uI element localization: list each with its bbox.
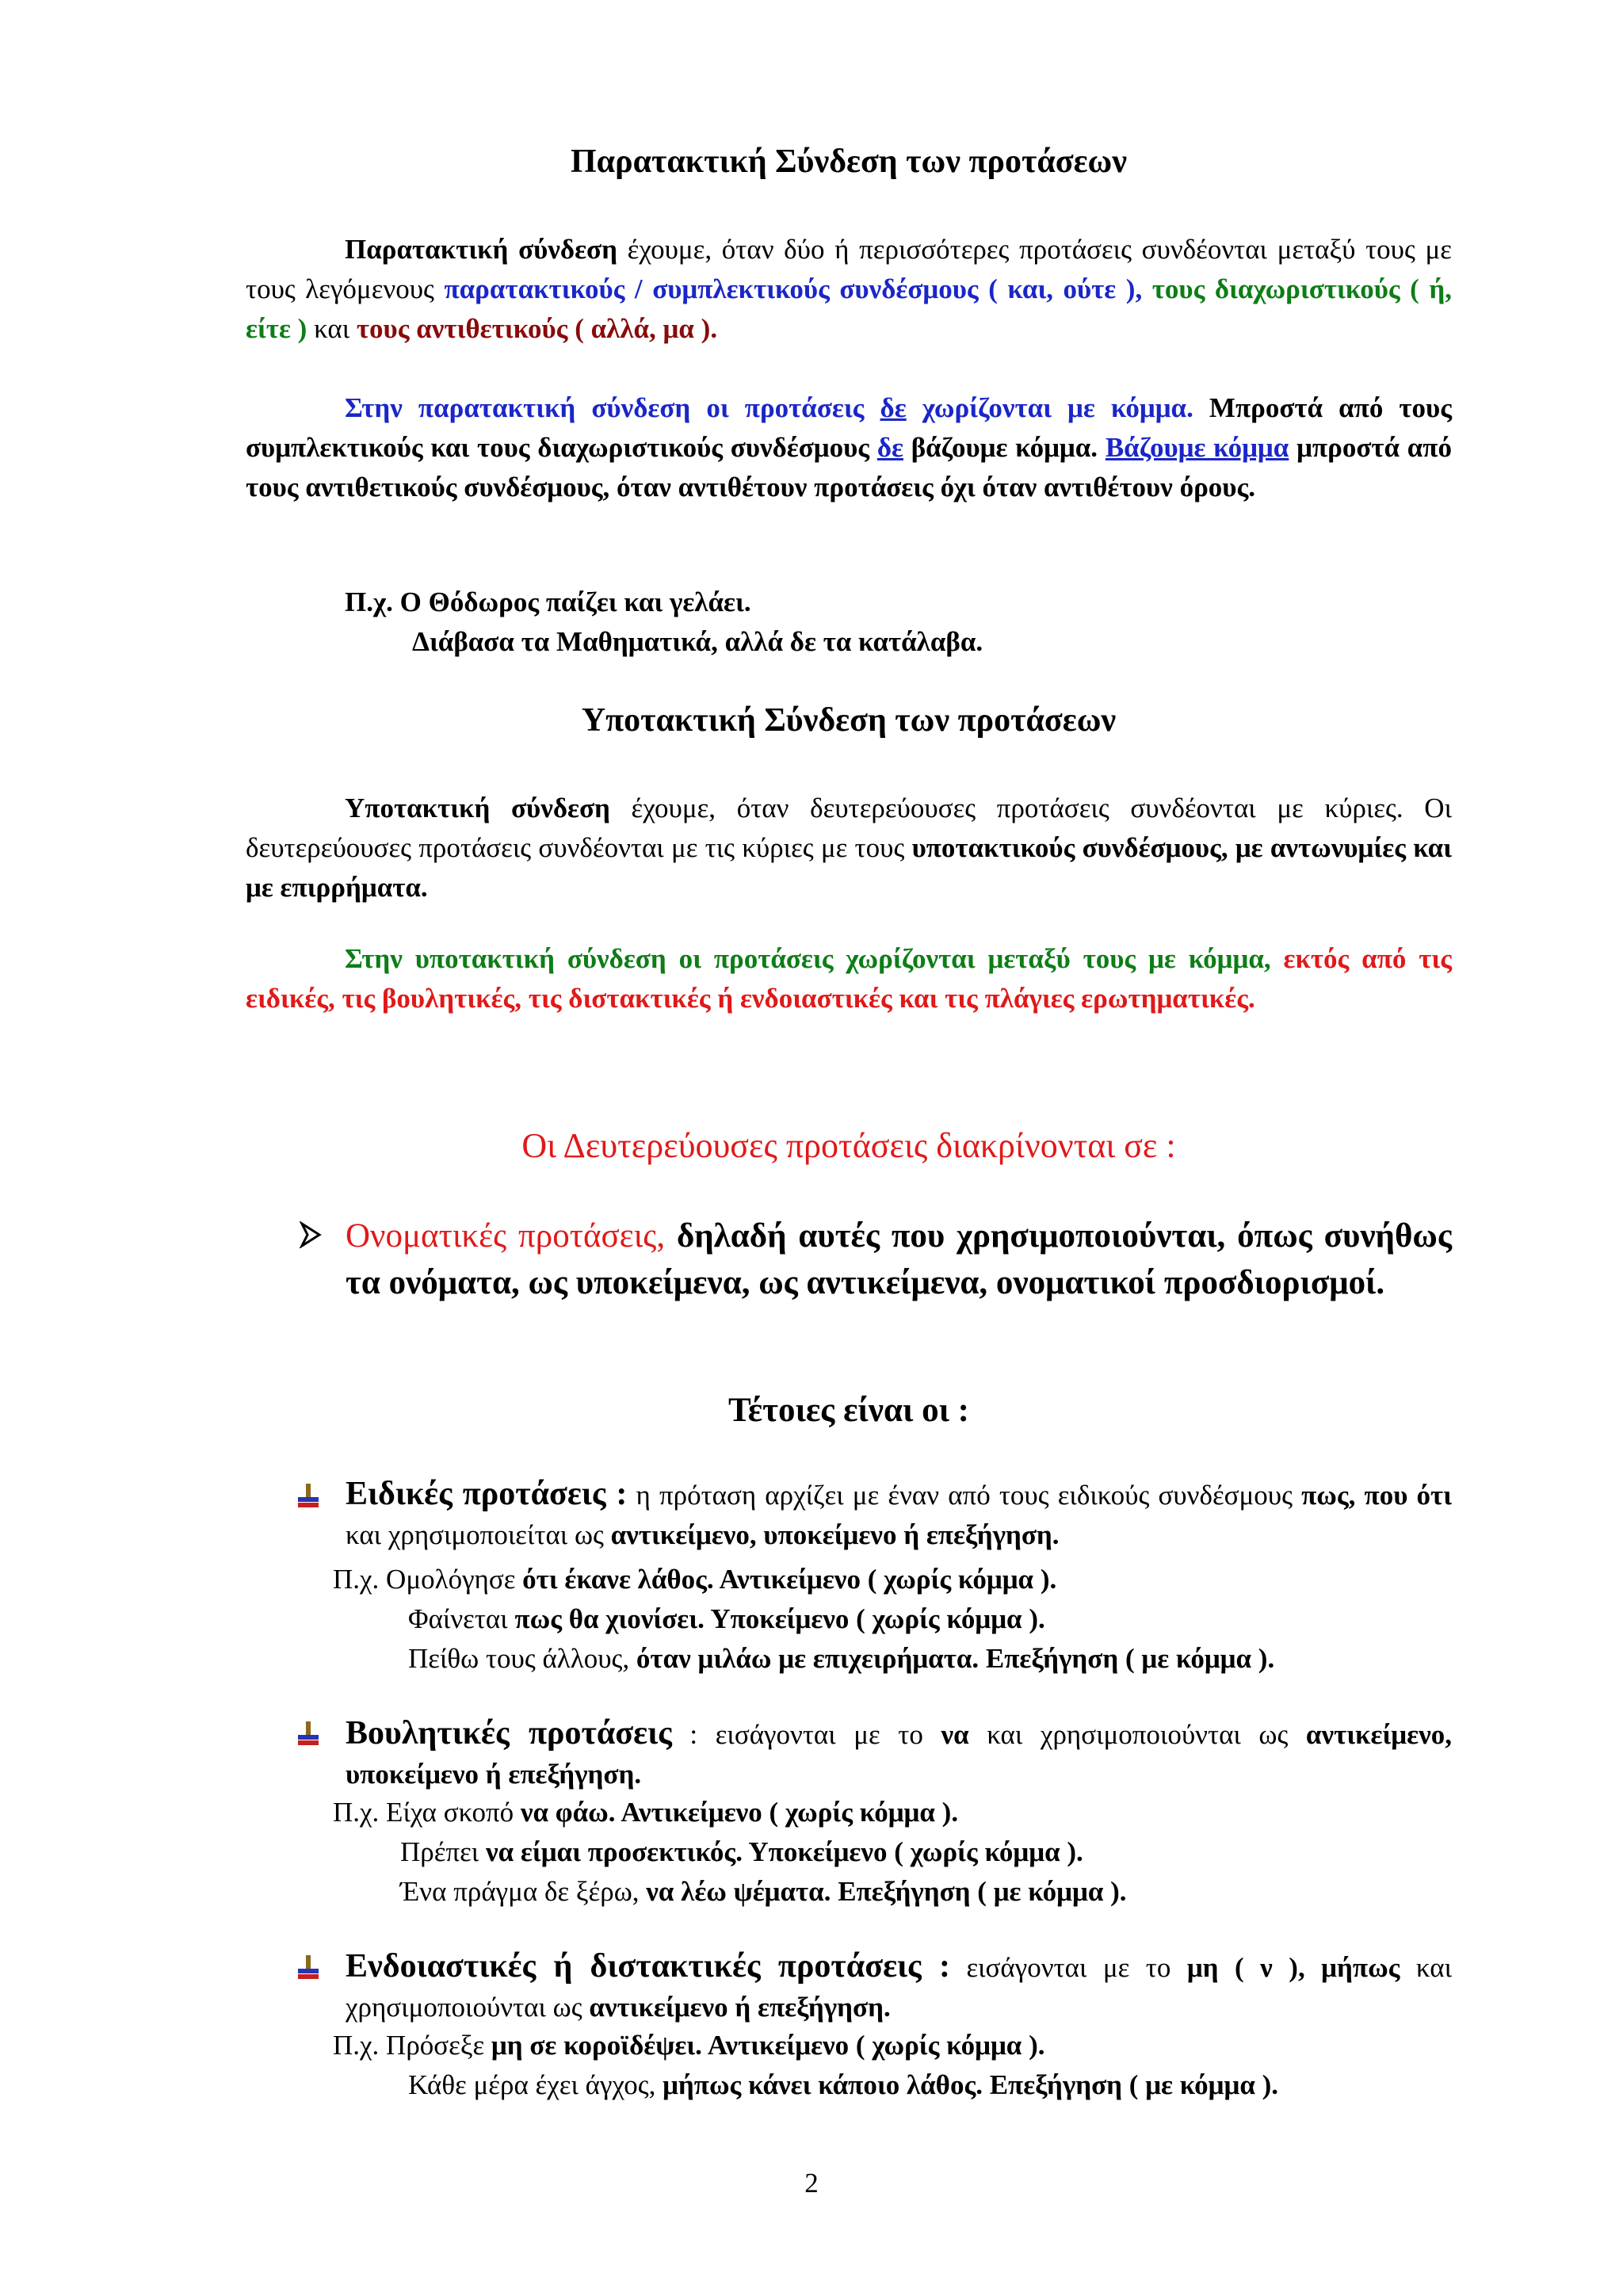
volitional-example-3: Ένα πράγμα δε ξέρω, να λέω ψέματα. Επεξήγηση ( με κόμμα ). (400, 1876, 1127, 1907)
bullet-marker-icon (295, 1954, 323, 1982)
example-line-2: Διάβασα τα Μαθηματικά, αλλά δε τα κατάλαβα. (412, 626, 983, 657)
arrow-bullet-icon (300, 1221, 322, 1248)
example-line-1: Π.χ. Ο Θόδωρος παίζει και γελάει. (345, 586, 751, 617)
paragraph-paratactic-comma-rule: Στην παρατακτική σύνδεση οι προτάσεις δε χωρίζονται με κόμμα. Μπροστά από τους συμπλεκτικούς και τους διαχωριστικούς συνδέσμους δε βάζουμε κόμμα. Βάζουμε κόμμα μπροστά από τους αντιθετικούς συνδέσμους, όταν αντιθέτουν προτάσεις όχι όταν αντιθέτουν όρους. (246, 392, 1452, 502)
bullet-specific-clauses: Ειδικές προτάσεις : η πρόταση αρχίζει με έναν από τους ειδικούς συνδέσμους πως, που ότι και χρησιμοποιείται ως αντικείμενο, υποκείμενο ή επεξήγηση. (346, 1476, 1452, 1550)
volitional-example-1: Π.χ. Είχα σκοπό να φάω. Αντικείμενο ( χωρίς κόμμα ). (333, 1797, 959, 1828)
volitional-example-2: Πρέπει να είμαι προσεκτικός. Υποκείμενο ( χωρίς κόμμα ). (400, 1836, 1083, 1867)
hesitant-example-1: Π.χ. Πρόσεξε μη σε κοροϊδέψει. Αντικείμενο ( χωρίς κόμμα ). (333, 2030, 1045, 2061)
bullet-volitional-clauses: Βουλητικές προτάσεις : εισάγονται με το να και χρησιμοποιούνται ως αντικείμενο, υποκείμενο ή επεξήγηση. (346, 1715, 1452, 1790)
specific-example-3: Πείθω τους άλλους, όταν μιλάω με επιχειρήματα. Επεξήγηση ( με κόμμα ). (408, 1643, 1275, 1674)
paragraph-paratactic-definition: Παρατακτική σύνδεση έχουμε, όταν δύο ή περισσότερες προτάσεις συνδέονται μεταξύ τους με τους λεγόμενους παρατακτικούς / συμπλεκτικούς συνδέσμους ( και, ούτε ), τους διαχωριστικούς ( ή, είτε ) και τους αντιθετικούς ( αλλά, μα ). (246, 234, 1453, 344)
specific-example-2: Φαίνεται πως θα χιονίσει. Υποκείμενο ( χωρίς κόμμα ). (408, 1603, 1045, 1634)
page-number: 2 (804, 2168, 819, 2199)
section-title-paratactic: Παρατακτική Σύνδεση των προτάσεων (570, 143, 1128, 180)
section-title-hypotactic: Υποτακτική Σύνδεση των προτάσεων (581, 702, 1117, 739)
subtitle-such-are: Τέτοιες είναι οι : (728, 1392, 969, 1429)
hesitant-example-2: Κάθε μέρα έχει άγχος, μήπως κάνει κάποιο λάθος. Επεξήγηση ( με κόμμα ). (408, 2069, 1279, 2100)
nominal-clauses-definition: Ονοματικές προτάσεις, δηλαδή αυτές που χρησιμοποιούνται, όπως συνήθως τα ονόματα, ως υποκείμενα, ως αντικείμενα, ονοματικοί προσδιορισμοί. (346, 1217, 1452, 1301)
paragraph-hypotactic-comma-rule: Στην υποτακτική σύνδεση οι προτάσεις χωρίζονται μεταξύ τους με κόμμα, εκτός από τις ειδικές, τις βουλητικές, τις διστακτικές ή ενδοιαστικές και τις πλάγιες ερωτηματικές. (246, 943, 1453, 1014)
section-title-subordinate: Οι Δευτερεύουσες προτάσεις διακρίνονται σε : (521, 1126, 1176, 1165)
bullet-hesitant-clauses: Ενδοιαστικές ή διστακτικές προτάσεις : εισάγονται με το μη ( ν ), μήπως και χρησιμοποιούνται ως αντικείμενο ή επεξήγηση. (346, 1948, 1452, 2023)
bullet-marker-icon (295, 1482, 323, 1511)
bullet-marker-icon (295, 1720, 323, 1748)
specific-example-1: Π.χ. Ομολόγησε ότι έκανε λάθος. Αντικείμενο ( χωρίς κόμμα ). (333, 1564, 1057, 1595)
paragraph-hypotactic-definition: Υποτακτική σύνδεση έχουμε, όταν δευτερεύουσες προτάσεις συνδέονται με κύριες. Οι δευτερεύουσες προτάσεις συνδέονται με τις κύριες με τους υποτακτικούς συνδέσμους, με αντωνυμίες και με επιρρήματα. (246, 793, 1453, 903)
